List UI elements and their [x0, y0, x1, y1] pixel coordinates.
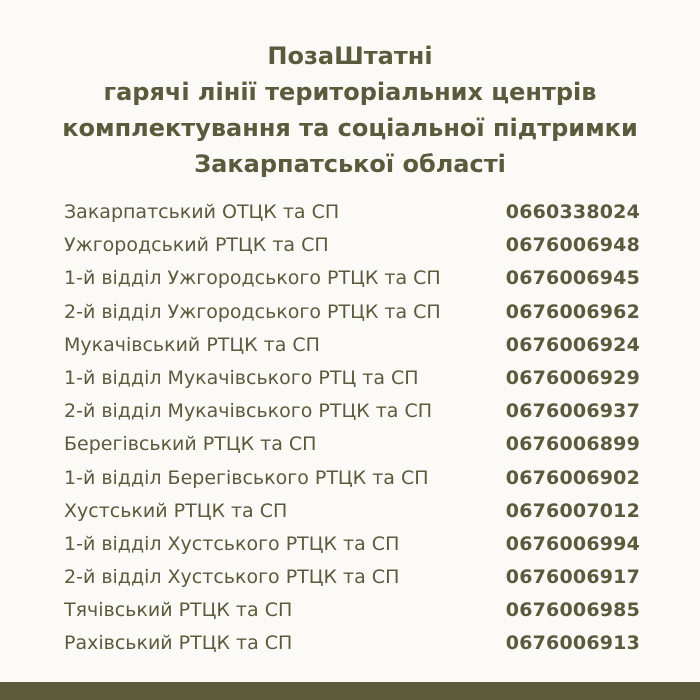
center-name: 2-й відділ Мукачівського РТЦК та СП [64, 400, 433, 423]
page-title [0, 38, 700, 182]
hotline-row [64, 561, 644, 594]
hotline-list [64, 196, 644, 661]
hotline-row [64, 329, 644, 362]
phone-number[interactable]: 0660338024 [505, 201, 640, 223]
phone-number[interactable]: 0676006948 [505, 234, 640, 257]
center-name: 1-й відділ Хустського РТЦК та СП [64, 532, 400, 555]
hotline-row [64, 229, 644, 262]
title-line-2: гарячі лінії територіальних центрів [103, 78, 597, 106]
hotline-row [64, 594, 644, 627]
phone-number[interactable]: 0676006913 [505, 632, 640, 655]
center-name: 2-й відділ Ужгородського РТЦК та СП [64, 300, 441, 323]
center-name: Берегівський РТЦК та СП [64, 433, 317, 456]
center-name: Тячівський РТЦК та СП [64, 599, 293, 622]
phone-number[interactable]: 0676006985 [505, 599, 640, 622]
hotline-row [64, 462, 644, 495]
hotline-row [64, 395, 644, 428]
center-name: 1-й відділ Ужгородського РТЦК та СП [64, 267, 441, 290]
hotline-row [64, 495, 644, 528]
phone-number[interactable]: 0676006917 [505, 566, 640, 589]
center-name: Закарпатський ОТЦК та СП [64, 201, 340, 223]
phone-number[interactable]: 0676006929 [505, 366, 640, 389]
phone-number[interactable]: 0676006902 [505, 466, 640, 489]
phone-number[interactable]: 0676006962 [505, 300, 640, 323]
center-name: Ужгородський РТЦК та СП [64, 234, 329, 257]
phone-number[interactable]: 0676006924 [505, 333, 640, 356]
phone-number[interactable]: 0676007012 [505, 499, 640, 522]
hotline-row [64, 262, 644, 295]
hotline-row [64, 196, 644, 229]
hotline-row [64, 627, 644, 660]
center-name: 2-й відділ Хустського РТЦК та СП [64, 566, 400, 589]
center-name: Рахівський РТЦК та СП [64, 632, 293, 655]
phone-number[interactable]: 0676006945 [505, 267, 640, 290]
hotline-row [64, 296, 644, 329]
center-name: 1-й відділ Берегівського РТЦК та СП [64, 466, 429, 489]
title-line-4: Закарпатської області [194, 150, 506, 178]
center-name: Мукачівський РТЦК та СП [64, 333, 320, 356]
hotline-row [64, 362, 644, 395]
title-line-1: ПозаШтатні [267, 42, 433, 70]
title-line-3: комплектування та соціальної підтримки [62, 114, 638, 142]
hotline-row [64, 428, 644, 461]
phone-number[interactable]: 0676006899 [505, 433, 640, 456]
hotline-row [64, 528, 644, 561]
phone-number[interactable]: 0676006937 [505, 400, 640, 423]
phone-number[interactable]: 0676006994 [505, 532, 640, 555]
center-name: 1-й відділ Мукачівського РТЦ та СП [64, 366, 419, 389]
center-name: Хустський РТЦК та СП [64, 499, 288, 522]
footer-bar [0, 682, 700, 700]
